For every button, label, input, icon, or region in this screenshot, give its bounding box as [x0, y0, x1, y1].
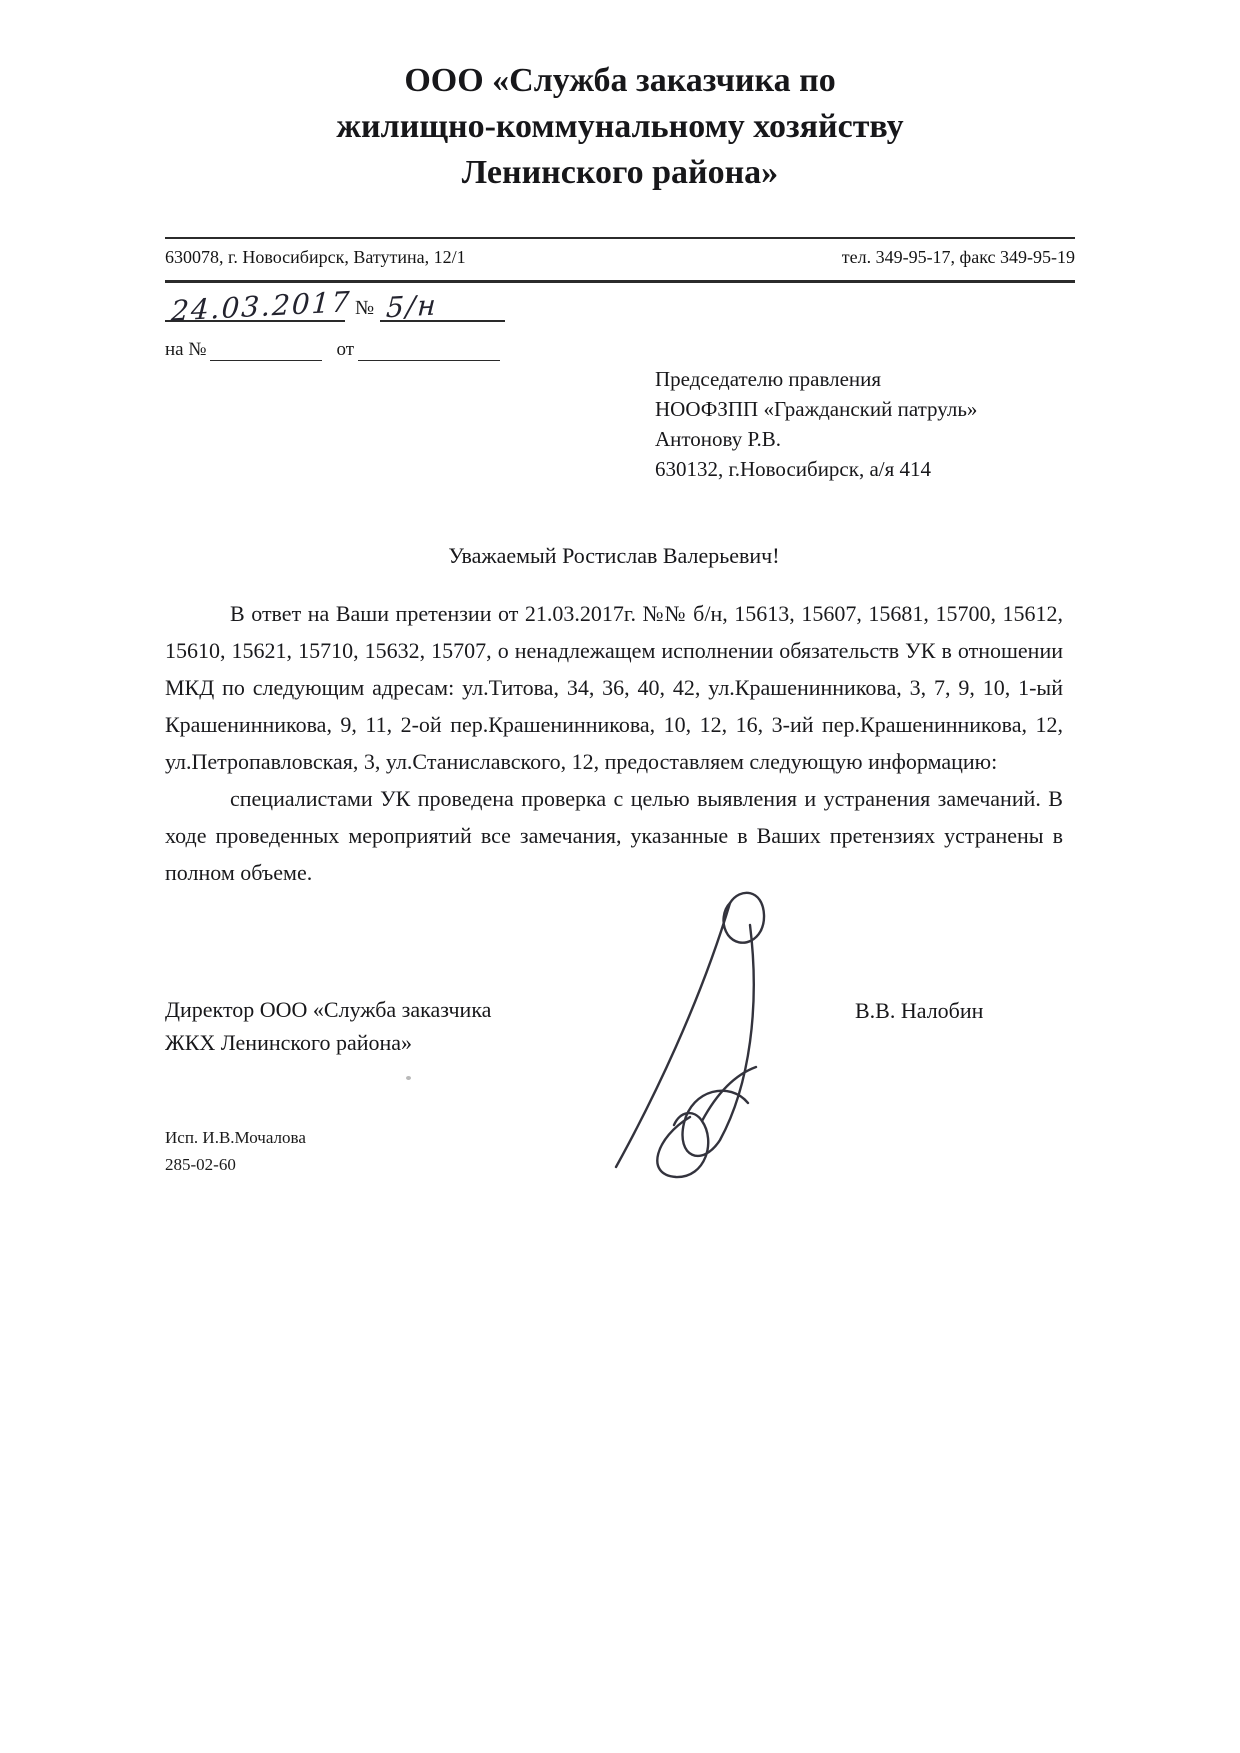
letter-body — [165, 595, 1063, 891]
reply-number-blank — [210, 338, 322, 361]
date-blank-line — [165, 285, 353, 328]
recipient-line-1: Председателю правления — [655, 367, 882, 391]
body-paragraph-2: специалистами УК проведена проверка с целью выявления и устранения замечаний. В ходе проведенных мероприятий все замечания, указанные в Ваших претензиях устранены в полном объеме. — [165, 786, 1063, 885]
recipient-line-3: Антонову Р.В. — [655, 427, 782, 451]
director-title-line-2: ЖКХ Ленинского района» — [165, 1030, 413, 1055]
ref-reply-line — [165, 338, 500, 361]
ot-label: от — [336, 339, 355, 360]
number-blank-line — [380, 288, 505, 325]
company-phone-fax: тел. 349-95-17, факс 349-95-19 — [841, 247, 1075, 267]
number-sign: № — [355, 297, 375, 319]
salutation: Уважаемый Ростислав Валерьевич! — [448, 543, 780, 568]
handwritten-date: 24.03.2017 — [170, 285, 353, 328]
na-no-label: на № — [165, 339, 207, 360]
company-title-line-2: жилищно-коммунальному хозяйству — [336, 108, 904, 145]
letterhead-divider-top — [165, 237, 1075, 239]
letterhead-contact-row — [165, 247, 1075, 268]
executor-phone: 285-02-60 — [165, 1155, 236, 1174]
recipient-block — [655, 364, 977, 484]
body-paragraph-1: В ответ на Ваши претензии от 21.03.2017г. №№ б/н, 15613, 15607, 15681, 15700, 15612, 15610, 15621, 15710, 15632, 15707, о ненадлежащем исполнении обязательств УК в отношении МКД по следующим адресам: ул.Титова, 34, 36, 40, 42, ул.Крашенинникова, 3, 7, 9, 10, 1-ый Крашенинникова, 9, 11, 2-ой пер.Крашенинникова, 10, 12, 16, 3-ий пер.Крашенинникова, 12, ул.Петропавловская, 3, ул.Станиславского, 12, предоставляем следующую информацию: — [165, 601, 1063, 774]
company-title-line-1: ООО «Служба заказчика по — [404, 62, 836, 99]
executor-block — [165, 1124, 306, 1178]
recipient-line-2: НООФЗПП «Гражданский патруль» — [655, 397, 978, 421]
company-title-line-3: Ленинского района» — [461, 154, 779, 191]
handwritten-number: 5/н — [385, 288, 439, 325]
company-address: 630078, г. Новосибирск, Ватутина, 12/1 — [165, 247, 466, 267]
recipient-line-4: 630132, г.Новосибирск, а/я 414 — [655, 457, 932, 481]
letterhead — [0, 58, 1240, 196]
executor-name: Исп. И.В.Мочалова — [165, 1128, 306, 1147]
letterhead-divider-bottom — [165, 280, 1075, 283]
director-title-block — [165, 993, 491, 1059]
ref-number-line — [165, 285, 505, 328]
signer-name: В.В. Налобин — [855, 998, 984, 1023]
reply-date-blank — [358, 338, 500, 361]
scan-artifact-dot — [406, 1076, 411, 1080]
signature-scribble — [598, 885, 828, 1185]
director-title-line-1: Директор ООО «Служба заказчика — [165, 997, 492, 1022]
